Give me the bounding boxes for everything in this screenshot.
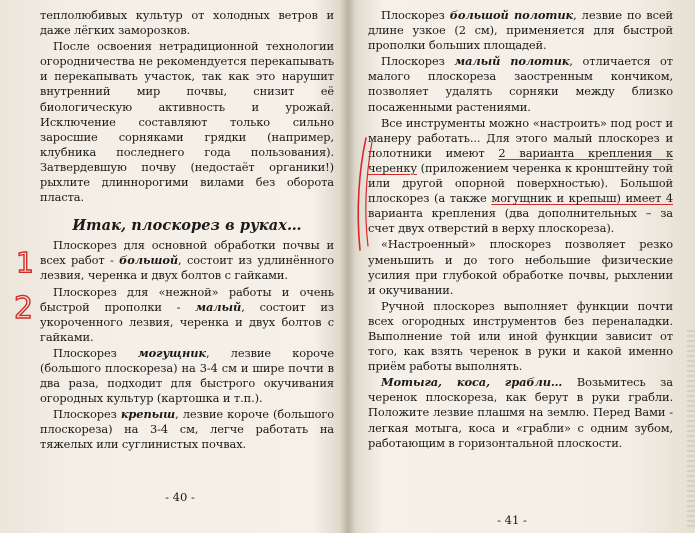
paragraph-annotated: Все инструменты можно «настроить» под рост и манеру работать... Для этого малый плоскорез и полотники имеют 2 варианта крепления к черенку (приложением черенка к кронштейну той или другой опорной поверхностью). Большой плоскорез (а также могущник и крепыш) имеет 4 варианта крепления (два дополнительных – за счет двух отверстий в верху плоскореза). (368, 115, 673, 236)
paragraph: теплолюбивых культур от холодных ветров и даже лёгких заморозков. (40, 8, 334, 38)
list-item: Плоскорез для основной обработки почвы и всех работ - большой, состоит из удлинённого лезвия, черенка и двух болтов с гайками. (40, 238, 334, 283)
paragraph: «Настроенный» плоскорез позволяет резко уменьшить и до того небольшие физические усилия при глубокой обработке почвы, рыхлении и окучивании. (368, 237, 673, 297)
paragraph: Ручной плоскорез выполняет функции почти всех огородных инструментов без переналадки. Выполнение той или иной функции зависит от того, как взять черенок в руки и какой именно приём работы выполнять. (368, 298, 673, 374)
underlined-text: 2 варианта крепления к черенку (368, 145, 673, 175)
paragraph: После освоения нетрадиционной технологии огородничества не рекомендуется перекапывать и перекапывать участок, так как это нарушит внутренний мир почвы, снизит её биологическую активность и урожай. Исключение составляют только сильно заросшие сорняками грядки (например, клубника последнего года пользования). Затвердевшую почву (недостаёт органики!) рыхлите длиннорогими вилами без оборота пласта. (40, 39, 334, 205)
paragraph: Плоскорез малый полотик, отличается от малого плоскореза заостренным кончиком, позволяет удалять сорняки между близко посаженными растениями. (368, 54, 673, 114)
paragraph: Плоскорез большой полотик, лезвие по всей длине узкое (2 см), применяется для быстрой прополки больших площадей. (368, 8, 673, 53)
left-page (0, 0, 344, 533)
handwritten-mark-1: 1 (16, 246, 34, 279)
list-item: Плоскорез могущник, лезвие короче (большого плоскореза) на 3-4 см и шире почти в два раза, подходит для быстрого окучивания огородных культур (картошка и т.п.). (40, 345, 335, 406)
page-number: - 40 - (165, 490, 195, 504)
right-page (352, 0, 695, 533)
page-number: - 41 - (497, 513, 527, 527)
handwritten-mark-2: 2 (14, 291, 34, 326)
paragraph: Мотыга, коса, грабли… Возьмитесь за черенок плоскореза, как берут в руки грабли. Положите лезвие плашмя на землю. Перед Вами - легкая мотыга, коса и «грабли» с одним зубом, работающим в горизонтальной плоскости. (368, 375, 673, 450)
underlined-text: могущник и крепыш) имеет 4 (491, 191, 673, 206)
list-item: Плоскорез крепыш, лезвие короче (большого плоскореза) на 3-4 см, легче работать на тяжелых или суглинистых почвах. (40, 407, 334, 452)
section-title: Итак, плоскорез в руках… (72, 217, 302, 235)
scan-edge-strip (687, 330, 695, 530)
list-item: Плоскорез для «нежной» работы и очень быстрой прополки - малый, состоит из укороченного лезвия, черенка и двух болтов с гайками. (40, 284, 334, 344)
